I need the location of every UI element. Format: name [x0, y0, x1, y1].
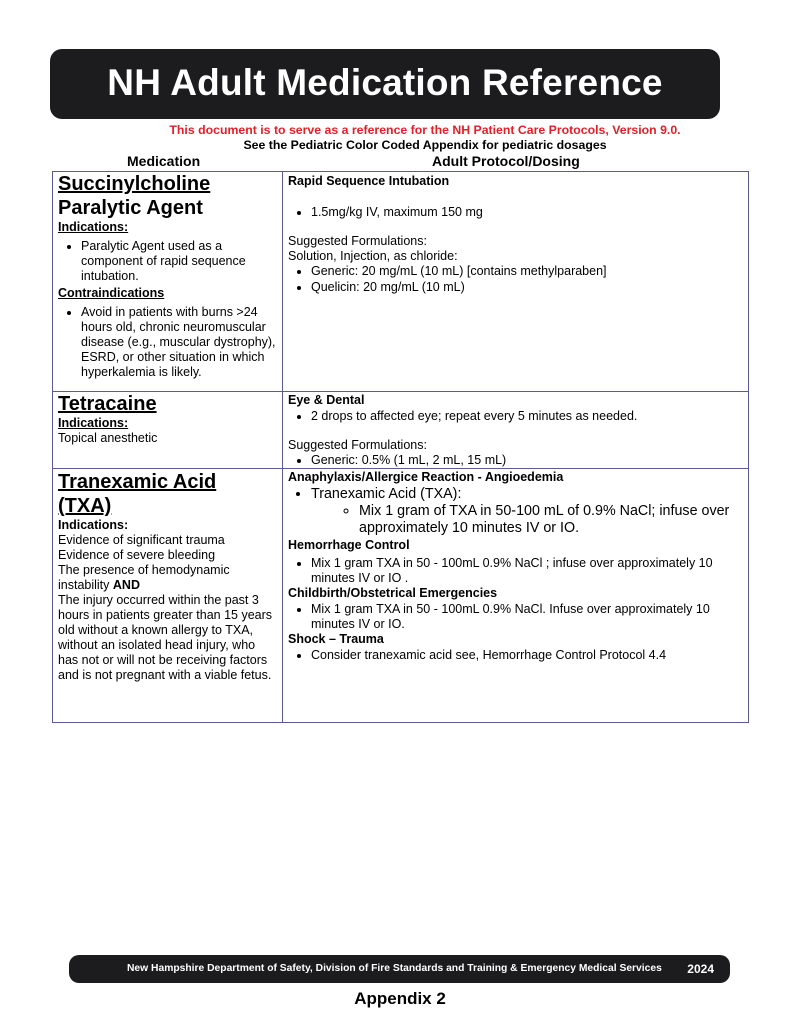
formulations-list: [288, 264, 743, 295]
drug-abbreviation: (TXA): [58, 495, 112, 517]
medication-cell: [53, 392, 283, 469]
footer-organization: New Hampshire Department of Safety, Division of Fire Standards and Training & Emergency Medical Services: [127, 963, 662, 974]
column-header-medication: Medication: [127, 153, 201, 169]
indications-label: Indications:: [58, 518, 129, 532]
contraindications-list: [58, 305, 277, 380]
and-word: AND: [112, 578, 140, 592]
drug-name: Tetracaine: [58, 393, 157, 415]
list-item: • Consider tranexamic acid see, Hemorrhage Control Protocol 4.4: [311, 648, 743, 663]
protocol-cell: [283, 392, 749, 469]
list-item-text: Tranexamic Acid (TXA):: [311, 486, 462, 502]
medication-cell: [53, 469, 283, 723]
reference-note: This document is to serve as a reference for the NH Patient Care Protocols, Version 9.0.: [169, 123, 681, 137]
list-item: • Paralytic Agent used as a component of rapid sequence intubation.: [81, 239, 277, 284]
list-item: • 2 drops to affected eye; repeat every 5 minutes as needed.: [311, 409, 743, 424]
protocol-cell: [283, 469, 749, 723]
page-title: NH Adult Medication Reference: [107, 62, 663, 103]
indication-line: [58, 563, 277, 593]
pediatric-note: See the Pediatric Color Coded Appendix for pediatric dosages: [243, 138, 607, 152]
protocol-heading: Eye & Dental: [288, 393, 365, 407]
protocol-heading: Childbirth/Obstetrical Emergencies: [288, 586, 498, 600]
formulations-list: [288, 453, 743, 468]
angioedema-list: [288, 486, 743, 537]
protocol-heading: Hemorrhage Control: [288, 538, 410, 552]
indication-line: Evidence of significant trauma: [58, 533, 225, 547]
list-item: • Generic: 20 mg/mL (10 mL) [contains methylparaben]: [311, 264, 743, 279]
footer-year: 2024: [687, 962, 714, 976]
drug-class: Paralytic Agent: [58, 197, 203, 219]
drug-name: Succinylcholine: [58, 173, 211, 195]
title-banner: [50, 49, 720, 119]
drug-name: Tranexamic Acid: [58, 471, 217, 493]
sub-list: [311, 503, 743, 537]
indications-list: [58, 239, 277, 284]
contraindications-label: Contraindications: [58, 286, 165, 300]
formulations-label: Suggested Formulations:: [288, 438, 427, 452]
formulations-label: Suggested Formulations:: [288, 234, 427, 248]
table-row: [53, 392, 749, 469]
appendix-label: Appendix 2: [354, 989, 446, 1008]
indications-label: Indications:: [58, 220, 129, 234]
indications-label: Indications:: [58, 416, 129, 430]
hemorrhage-list: [288, 556, 743, 586]
protocol-cell: [283, 172, 749, 392]
list-item: [311, 486, 743, 537]
medication-cell: [53, 172, 283, 392]
indication-paragraph: The injury occurred within the past 3 hours in patients greater than 15 years old without a known allergy to TXA, without an isolated head injury, who has not or will not be receiving factors and is not pregnant with a viable fetus.: [58, 593, 273, 682]
list-item: • Avoid in patients with burns >24 hours old, chronic neuromuscular disease (e.g., muscular dystrophy), ESRD, or other situation in which hyperkalemia is likely.: [81, 305, 277, 380]
protocol-heading: Rapid Sequence Intubation: [288, 174, 450, 188]
column-header-dosing: Adult Protocol/Dosing: [432, 153, 580, 169]
medication-table: [52, 171, 749, 723]
indication-text: The presence of hemodynamic instability: [58, 563, 230, 592]
table-row: [53, 172, 749, 392]
shock-list: [288, 648, 743, 663]
list-item: • Mix 1 gram TXA in 50 - 100mL 0.9% NaCl. Infuse over approximately 10 minutes IV or IO.: [311, 602, 743, 632]
dose-list: [288, 409, 743, 424]
list-item: • Mix 1 gram TXA in 50 - 100mL 0.9% NaCl ; infuse over approximately 10 minutes IV or IO .: [311, 556, 743, 586]
table-row: [53, 469, 749, 723]
list-item: • Generic: 0.5% (1 mL, 2 mL, 15 mL): [311, 453, 743, 468]
sub-list-item: ◦ Mix 1 gram of TXA in 50-100 mL of 0.9% NaCl; infuse over approximately 10 minutes IV or IO.: [359, 503, 743, 537]
list-item: • Quelicin: 20 mg/mL (10 mL): [311, 280, 743, 295]
childbirth-list: [288, 602, 743, 632]
protocol-heading: Anaphylaxis/Allergice Reaction - Angioedemia: [288, 470, 564, 484]
protocol-heading: Shock – Trauma: [288, 632, 384, 646]
formulations-subheading: Solution, Injection, as chloride:: [288, 249, 458, 263]
footer-bar: [69, 955, 730, 983]
list-item: • 1.5mg/kg IV, maximum 150 mg: [311, 205, 743, 220]
indication-line: Evidence of severe bleeding: [58, 548, 216, 562]
dose-list: [288, 205, 743, 220]
indications-text: Topical anesthetic: [58, 431, 158, 445]
